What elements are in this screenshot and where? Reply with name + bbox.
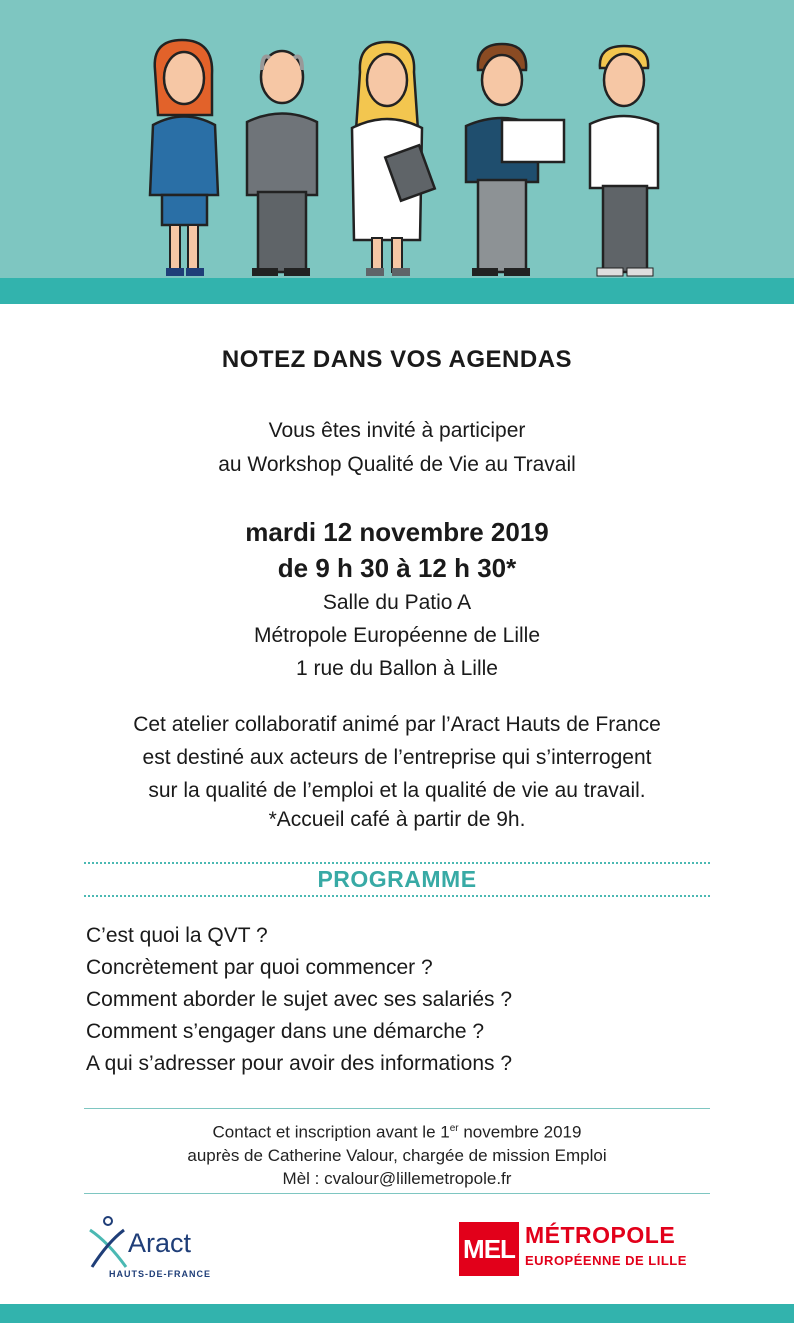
people-illustration [0, 0, 794, 304]
invitation-text [0, 414, 794, 482]
programme-divider-top [84, 862, 710, 864]
mel-badge: MEL [459, 1222, 519, 1276]
page-title: NOTEZ DANS VOS AGENDAS [221, 346, 573, 373]
programme-item: Comment aborder le sujet avec ses salariés ? [86, 988, 513, 1011]
person-woman-doctor [352, 42, 435, 276]
programme-divider-bottom [84, 895, 710, 897]
hero-banner [0, 0, 794, 304]
person-man-laptop [466, 44, 564, 276]
person-man-white-shirt [590, 46, 658, 276]
mel-logo-subtitle: EUROPÉENNE DE LILLE [525, 1253, 687, 1268]
programme-item: C’est quoi la QVT ? [86, 924, 268, 947]
aract-logo-region: HAUTS-DE-FRANCE [109, 1269, 211, 1279]
contact-line-2: auprès de Catherine Valour, chargée de mission Emploi [187, 1145, 607, 1165]
aract-logo-name: Aract [128, 1228, 192, 1258]
event-address: 1 rue du Ballon à Lille [296, 657, 498, 680]
event-room: Salle du Patio A [322, 591, 472, 614]
programme-item: Concrètement par quoi commencer ? [86, 956, 433, 979]
contact-line-1: Contact et inscription avant le 1er novembre 2019 [212, 1122, 582, 1142]
aract-logo [88, 1212, 228, 1282]
mel-logo-name: MÉTROPOLE [525, 1222, 676, 1248]
person-older-man [247, 51, 317, 276]
contact-block [0, 1117, 794, 1190]
contact-email[interactable]: Mèl : cvalour@lillemetropole.fr [282, 1168, 512, 1188]
event-description [0, 708, 794, 807]
invitation-line-1: Vous êtes invité à participer [268, 419, 526, 442]
footer-teal-band [0, 1304, 794, 1323]
programme-item: Comment s’engager dans une démarche ? [86, 1020, 485, 1043]
event-venue: Métropole Européenne de Lille [253, 624, 541, 647]
description-line-1: Cet atelier collaboratif animé par l’Aract Hauts de France [133, 713, 661, 736]
contact-divider-bottom [84, 1193, 710, 1194]
description-line-3: sur la qualité de l’emploi et la qualité de vie au travail. [148, 779, 646, 802]
welcome-note: *Accueil café à partir de 9h. [268, 808, 526, 831]
event-time: de 9 h 30 à 12 h 30* [277, 553, 517, 583]
description-line-2: est destiné aux acteurs de l’entreprise qui s’interrogent [142, 746, 652, 769]
programme-item: A qui s’adresser pour avoir des informations ? [86, 1052, 513, 1075]
contact-divider-top [84, 1108, 710, 1109]
person-woman-blue-suit [150, 40, 218, 276]
hero-teal-band [0, 278, 794, 304]
event-datetime [0, 514, 794, 586]
event-location [0, 586, 794, 685]
programme-list [86, 920, 512, 1080]
mel-logo [459, 1218, 709, 1278]
event-date: mardi 12 novembre 2019 [245, 517, 549, 547]
invitation-line-2: au Workshop Qualité de Vie au Travail [218, 453, 576, 476]
programme-title: PROGRAMME [317, 866, 477, 892]
